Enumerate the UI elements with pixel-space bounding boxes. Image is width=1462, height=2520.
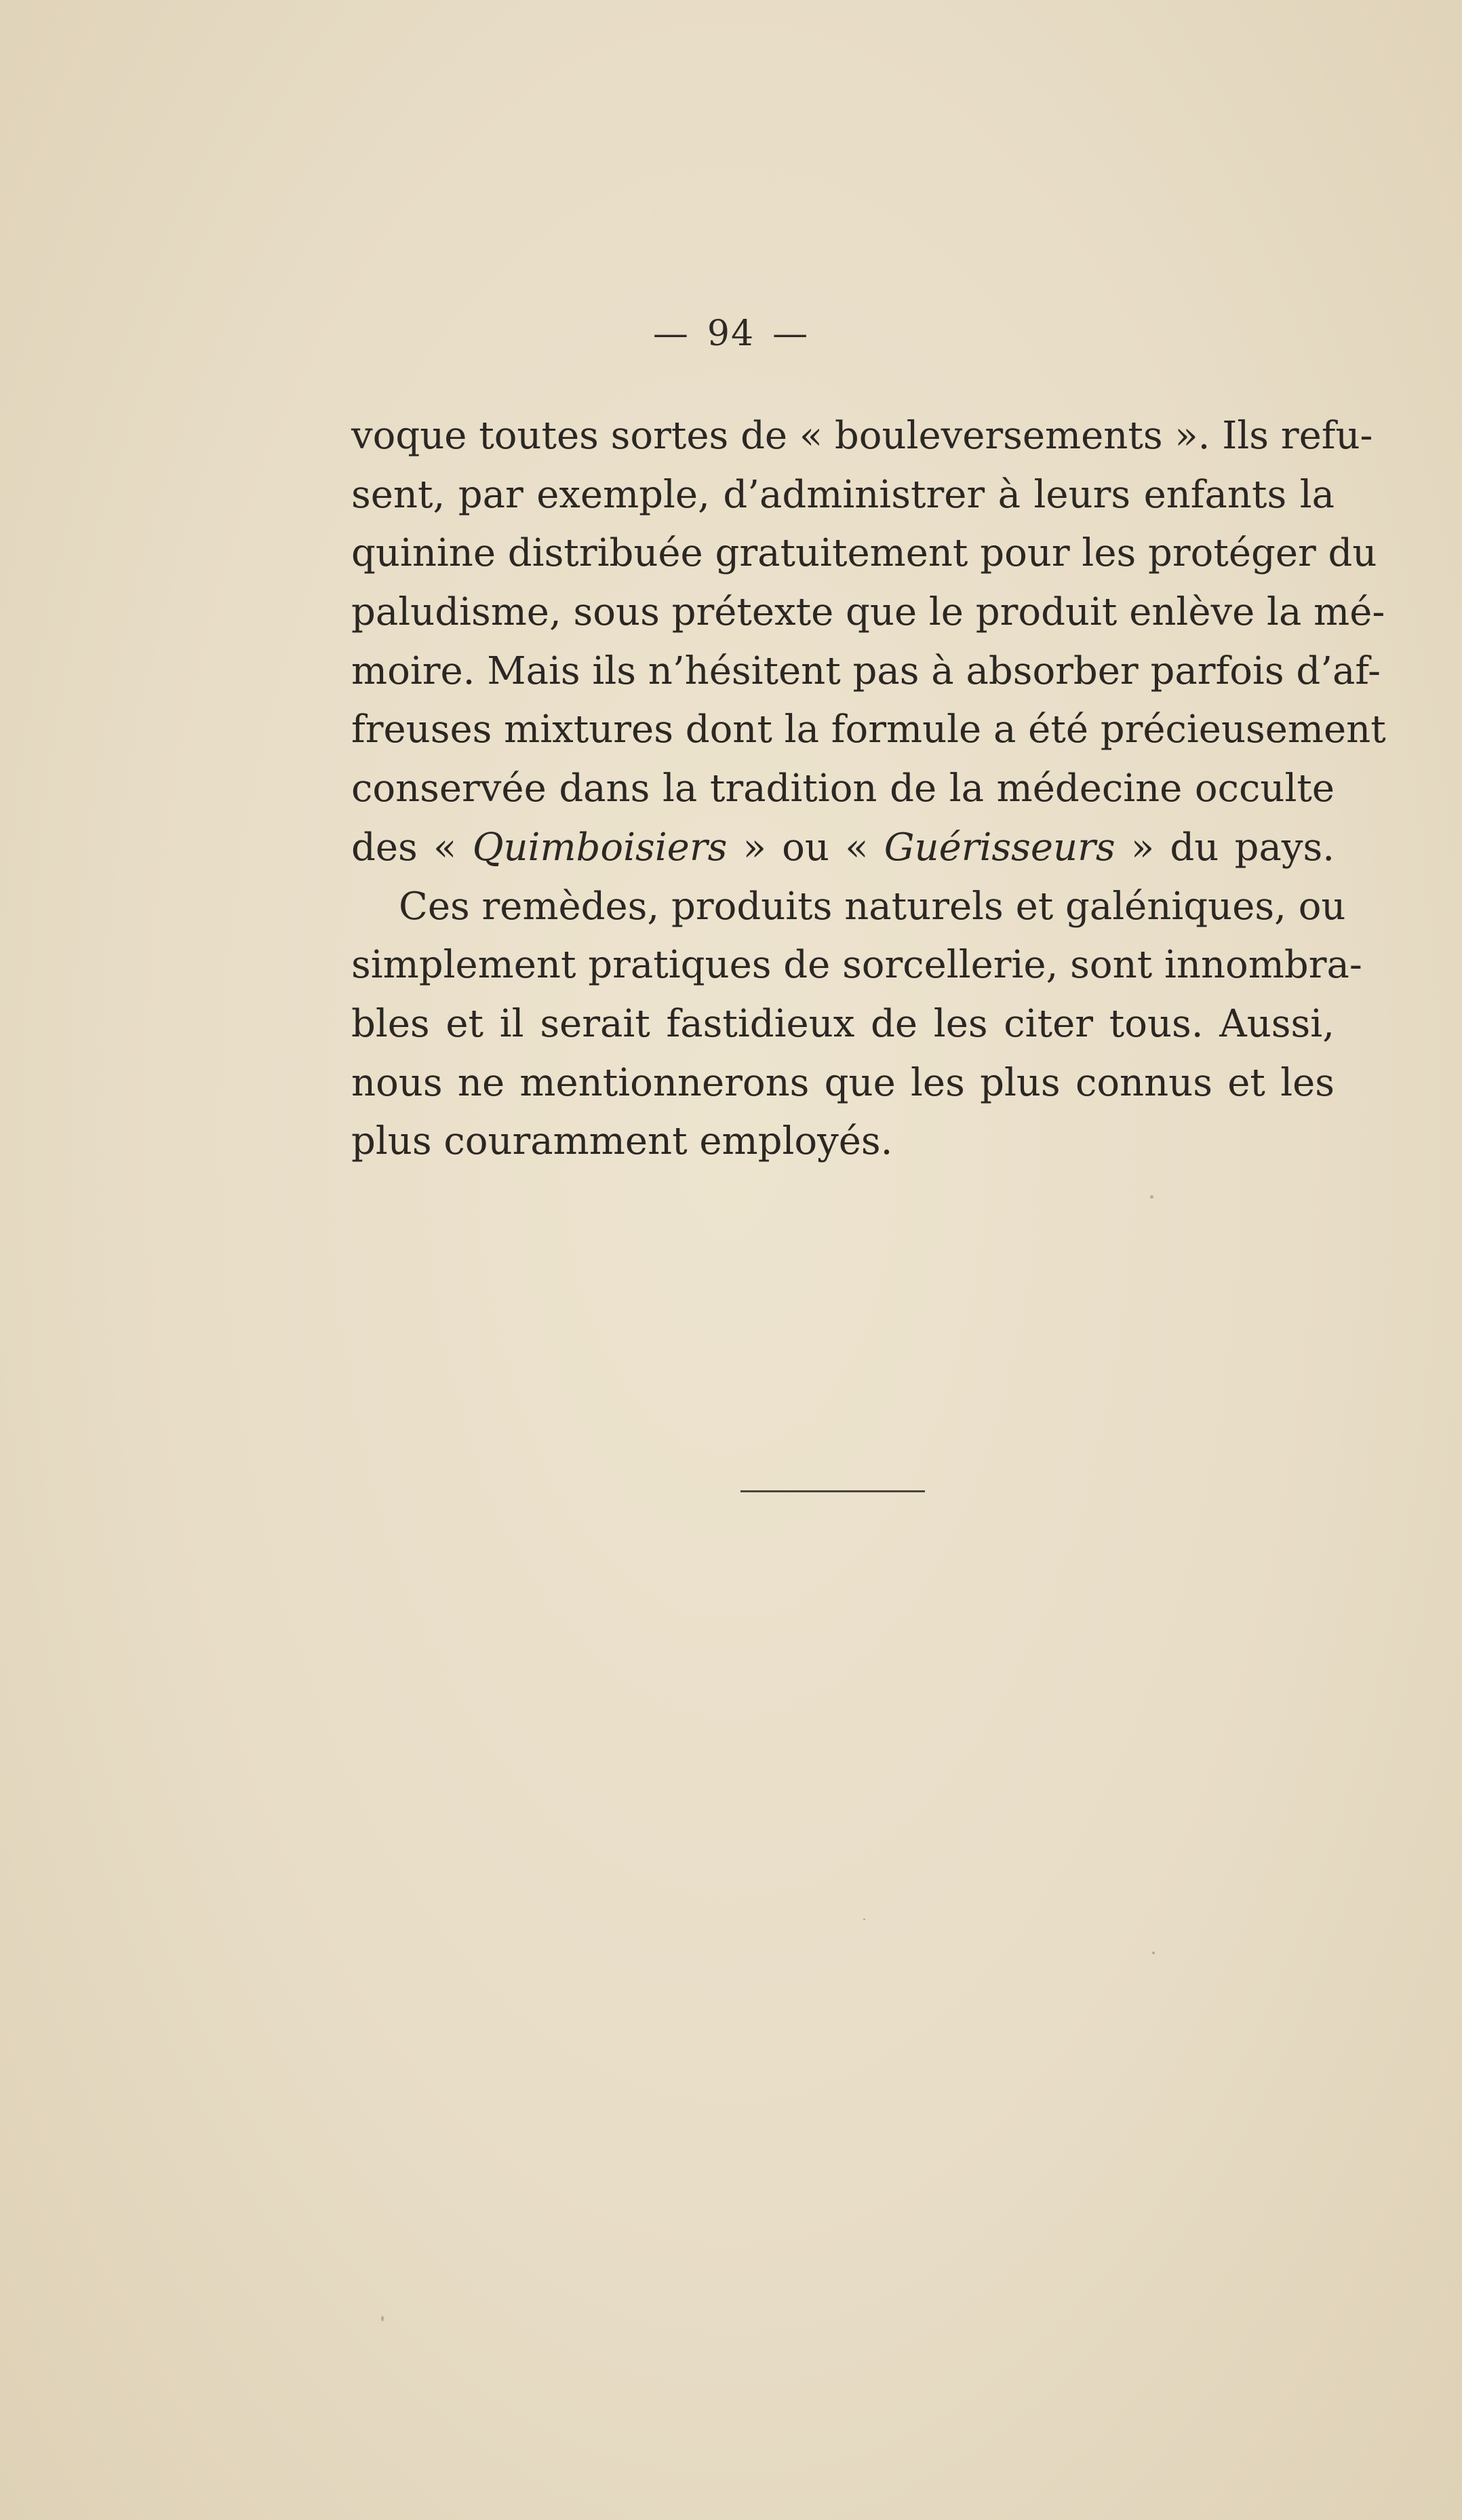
paper-speck xyxy=(863,1918,865,1920)
paragraph-1-line-6: freuses mixtures dont la formule a été précieusement xyxy=(351,707,1386,752)
line-8-prefix: des « xyxy=(351,825,473,870)
italic-term-quimboisiers: Quimboisiers xyxy=(472,825,728,870)
paper-speck xyxy=(381,2316,384,2321)
paragraph-1-line-5: moire. Mais ils n’hésitent pas à absorber parfois d’af- xyxy=(351,648,1381,693)
paragraph-1-line-3: quinine distribuée gratuitement pour les protéger du xyxy=(351,531,1377,576)
body-text xyxy=(351,407,1386,1171)
paragraph-2-line-2: simplement pratiques de sorcellerie, sont innombra- xyxy=(351,943,1362,988)
page-number-value: 94 xyxy=(707,313,755,354)
paragraph-1-line-2: sent, par exemple, d’administrer à leurs enfants la xyxy=(351,472,1335,517)
line-8-middle: » ou « xyxy=(727,825,884,870)
paragraph-2-line-5: plus couramment employés. xyxy=(351,1119,893,1164)
paragraph-1-line-7: conservée dans la tradition de la médecine occulte xyxy=(351,767,1335,811)
paragraph-1-line-8 xyxy=(351,819,1335,878)
paper-speck xyxy=(1152,1952,1155,1954)
page-number-dash-left: — xyxy=(652,313,690,354)
paper-speck xyxy=(1150,1195,1153,1199)
paragraph-2-line-3: bles et il serait fastidieux de les citer tous. Aussi, xyxy=(351,1001,1335,1046)
paragraph-1-line-4: paludisme, sous prétexte que le produit enlève la mé- xyxy=(351,590,1385,635)
page-number-dash-right: — xyxy=(772,313,810,354)
paragraph-2-line-1: Ces remèdes, produits naturels et galéniques, ou xyxy=(399,884,1346,929)
line-8-suffix: » du pays. xyxy=(1115,825,1335,870)
page-number xyxy=(0,313,1462,354)
italic-term-guerisseurs: Guérisseurs xyxy=(884,825,1115,870)
paragraph-1-line-1: voque toutes sortes de « bouleversements ». Ils refu- xyxy=(351,414,1373,458)
paragraph-2-line-4: nous ne mentionnerons que les plus connus et les xyxy=(351,1060,1335,1105)
end-rule xyxy=(740,1490,925,1492)
